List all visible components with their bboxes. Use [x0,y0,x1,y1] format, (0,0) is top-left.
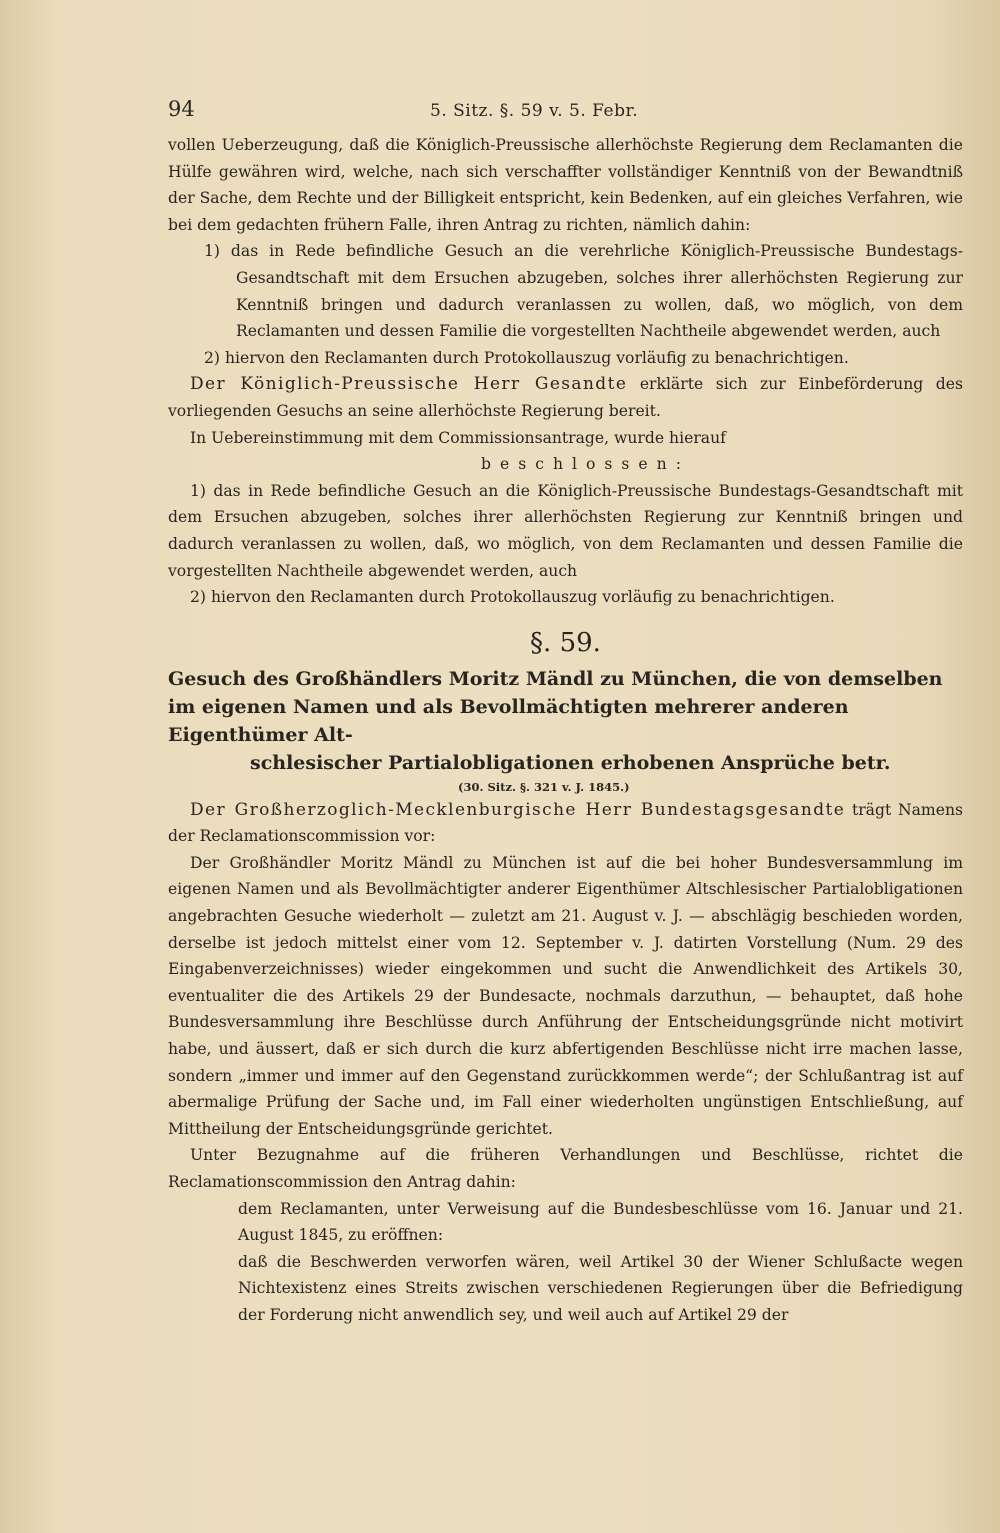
section-title-line-2: schlesischer Partialobligationen erhobenen Ansprüche betr. [250,751,891,774]
resolution-item-1: 1) das in Rede befindliche Gesuch an die Königlich-Preussische Bundestags-Gesandtschaft mit dem Ersuchen abzugeben, solches ihrer allerhöchsten Regierung zur Kenntniß bringen und dadurch veranlassen zu wollen, daß, wo möglich, von dem Reclamanten und dessen Familie die vorgestellten Nachtheile abgewendet werden, auch [168,481,963,580]
resolution-keyword: beschlossen: [481,455,690,474]
section-reference: (30. Sitz. §. 321 v. J. 1845.) [458,779,630,794]
notification-paragraph: dem Reclamanten, unter Verweisung auf die Bundesbeschlüsse vom 16. Januar und 21. August 1845, zu eröffnen: [238,1199,963,1245]
commission-proposal: Unter Bezugnahme auf die früheren Verhandlungen und Beschlüsse, richtet die Reclamationscommission den Antrag dahin: [168,1146,963,1191]
section-title-line-1: Gesuch des Großhändlers Moritz Mändl zu München, die von demselben im eigenen Namen und als Bevollmächtigten mehrerer anderen Eigenthümer Alt- [168,667,943,746]
proposal-item-1: 1) das in Rede befindliche Gesuch an die verehrliche Königlich-Preussische Bundestags-Gesandtschaft mit dem Ersuchen abzugeben, solches ihrer allerhöchsten Regierung zur Kenntniß bringen und dadurch veranlassen zu wollen, daß, wo möglich, von dem Reclamanten und dessen Familie die vorgestellten Nachtheile abgewendet werden, auch [204,242,963,341]
envoy-statement-text: erklärte sich zur Einbeförderung des vorliegenden Gesuchs an seine allerhöchste Regierung bereit. [168,375,963,420]
page-content [168,92,963,1329]
section-number: §. 59. [530,627,601,658]
speaker-line-text: trägt Namens der Reclamationscommission vor: [168,800,963,846]
resolution-intro: In Uebereinstimmung mit dem Commissionsantrage, wurde hierauf [190,428,726,447]
envoy-name: Der Königlich-Preussische Herr Gesandte [190,374,628,395]
resolution-item-2: 2) hiervon den Reclamanten durch Protokollauszug vorläufig zu benachrichtigen. [190,588,835,607]
paragraph-continuation: vollen Ueberzeugung, daß die Königlich-Preussische allerhöchste Regierung dem Reclamanten die Hülfe gewähren wird, welche, nach sich verschaffter vollständiger Kenntniß von der Bewandtniß der Sache, dem Rechte und der Billigkeit entspricht, kein Bedenken, auf ein gleiches Verfahren, wie bei dem gedachten frühern Falle, ihren Antrag zu richten, nämlich dahin: [168,136,964,234]
envoy-statement [168,371,963,424]
speaker-name: Der Großherzoglich-Mecklenburgische Herr Bundestagsgesandte [190,799,846,820]
speaker-line [168,797,963,850]
report-paragraph: Der Großhändler Moritz Mändl zu München ist auf die bei hoher Bundesversammlung im eigenen Namen und als Bevollmächtigter anderer Eigenthümer Altschlesischer Partialobligationen angebrachten Gesuche wiederholt — zuletzt am 21. August v. J. — abschlägig beschieden worden, derselbe ist jedoch mittelst einer vom 12. September v. J. datirten Vorstellung (Num. 29 des Eingabenverzeichnisses) wieder eingekommen und sucht die Anwendlichkeit des Artikels 30, eventualiter die des Artikels 29 der Bundesacte, nochmals darzuthun, — behauptet, daß hohe Bundesversammlung ihre Beschlüsse durch Anführung der Entscheidungsgründe nicht motivirt habe, und äussert, daß er sich durch die kurz abfertigenden Beschlüsse nicht irre machen lasse, sondern „immer und immer auf den Gegenstand zurückkommen werde“; der Schlußantrag ist auf abermalige Prüfung der Sache und, im Fall einer wiederholten ungünstigen Entschließung, auf Mittheilung der Entscheidungsgründe gerichtet. [168,853,963,1138]
proposal-item-2: 2) hiervon den Reclamanten durch Protokollauszug vorläufig zu benachrichtigen. [204,348,849,367]
reasoning-paragraph: daß die Beschwerden verworfen wären, weil Artikel 30 der Wiener Schlußacte wegen Nichtexistenz eines Streits zwischen verschiedenen Regierungen über die Befriedigung der Forderung nicht anwendlich sey, und weil auch auf Artikel 29 der [238,1252,963,1324]
page-number: 94 [168,97,195,121]
running-head: 5. Sitz. §. 59 v. 5. Febr. [430,101,639,121]
section-title [168,665,963,777]
page-header [168,92,963,132]
